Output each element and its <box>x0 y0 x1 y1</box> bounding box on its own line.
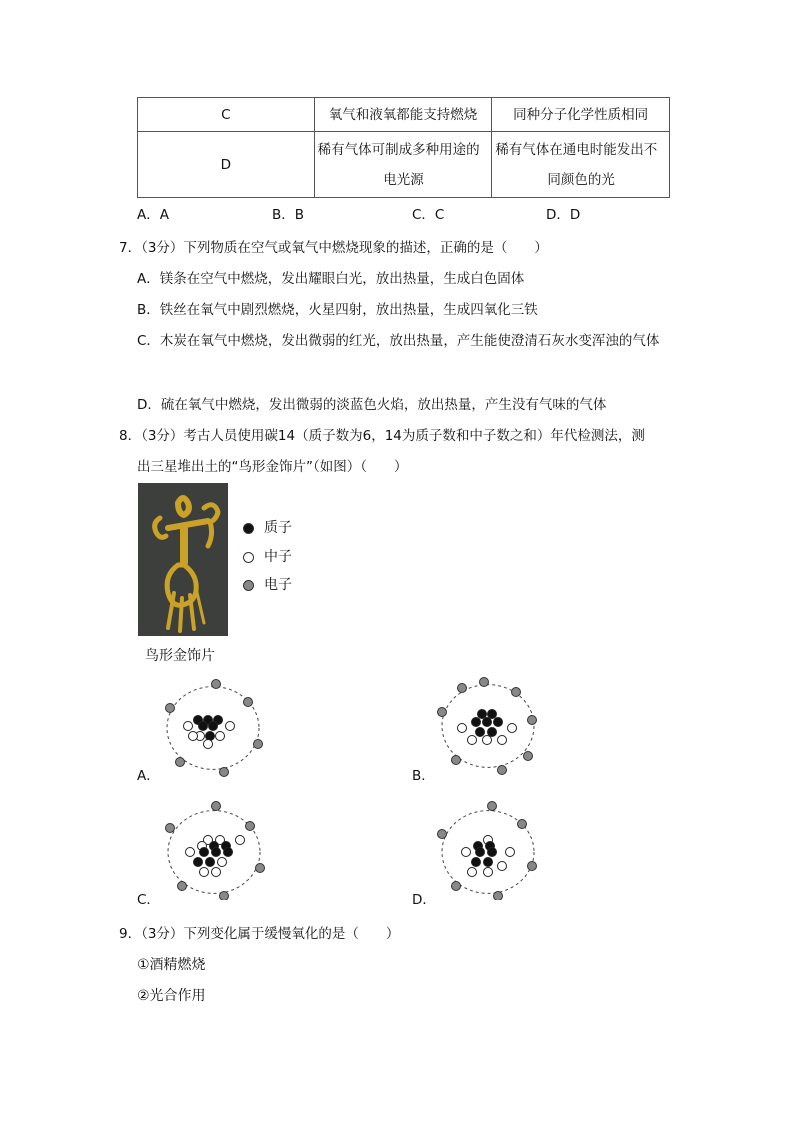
neutron-dot <box>184 722 193 731</box>
neutron-dot <box>216 732 225 741</box>
electron-dot <box>528 716 537 725</box>
neutron-dot <box>212 868 221 877</box>
atom-diagram-d[interactable] <box>432 800 542 900</box>
q9-item-1[interactable]: ①酒精燃烧 <box>137 957 206 973</box>
fact-line-2: 电光源 <box>383 171 424 188</box>
electron-dot <box>166 824 175 833</box>
gold-figure-icon <box>138 483 228 636</box>
electron-dot <box>176 758 185 767</box>
proton-dot <box>488 728 497 737</box>
bird-gold-ornament-image <box>138 483 228 636</box>
q7-stem: 7．（3分）下列物质在空气或氧气中燃烧现象的描述，正确的是（ ） <box>119 240 548 256</box>
neutron-dot <box>218 858 227 867</box>
q7-option-a[interactable]: A．镁条在空气中燃烧，发出耀眼白光，放出热量，生成白色固体 <box>137 271 525 287</box>
electron-dot <box>494 892 503 901</box>
proton-dot <box>472 718 481 727</box>
image-caption: 鸟形金饰片 <box>145 648 215 664</box>
proton-dot <box>483 718 492 727</box>
choice-a[interactable]: A．A <box>137 207 169 223</box>
neutron-dot <box>506 848 515 857</box>
option-label-c[interactable]: C． <box>137 892 160 908</box>
proton-dot <box>476 728 485 737</box>
neutron-dot <box>186 848 195 857</box>
legend-proton-label: 质子 <box>264 520 292 536</box>
electron-dot <box>220 768 229 777</box>
explain-line-2: 同颜色的光 <box>547 171 615 188</box>
table-row <box>138 132 670 198</box>
electron-dot <box>244 698 253 707</box>
proton-dot <box>478 710 487 719</box>
q7-option-d[interactable]: D．硫在氧气中燃烧，发出微弱的淡蓝色火焰，放出热量，产生没有气味的气体 <box>137 397 607 413</box>
neutron-dot <box>204 740 213 749</box>
electron-dot <box>524 752 533 761</box>
proton-dot <box>206 858 215 867</box>
q9-item-2[interactable]: ②光合作用 <box>137 988 206 1004</box>
neutron-dot <box>462 848 471 857</box>
electron-dot <box>488 802 497 811</box>
atom-diagram-c[interactable] <box>158 800 268 900</box>
legend-neutron-label: 中子 <box>264 549 292 565</box>
neutron-dot <box>468 868 477 877</box>
fact-line-1: 稀有气体可制成多种用途的 <box>317 141 480 158</box>
option-label-d[interactable]: D． <box>412 892 436 908</box>
electron-dot <box>254 740 263 749</box>
legend-neutron <box>243 546 292 566</box>
proton-dot <box>200 848 209 857</box>
electron-dot <box>246 822 255 831</box>
q9-stem: 9．（3分）下列变化属于缓慢氧化的是（ ） <box>119 926 400 942</box>
electron-dot <box>220 892 229 901</box>
q7-option-c[interactable]: C．木炭在氧气中燃烧，发出微弱的红光，放出热量，产生能使澄清石灰水变浑浊的气体 <box>137 333 660 349</box>
proton-dot <box>476 848 485 857</box>
electron-dot <box>166 704 175 713</box>
neutron-dot-icon <box>243 552 254 563</box>
q7-option-b[interactable]: B．铁丝在氧气中剧烈燃烧，火星四射，放出热量，生成四氧化三铁 <box>137 302 538 318</box>
table-cell-explain <box>492 132 670 198</box>
explain-line-1: 稀有气体在通电时能发出不 <box>495 141 658 158</box>
legend-proton <box>243 517 292 537</box>
proton-dot <box>472 858 481 867</box>
electron-dot <box>452 756 461 765</box>
choice-c[interactable]: C．C <box>412 207 445 223</box>
table-cell-fact <box>314 132 492 198</box>
electron-dot <box>528 862 537 871</box>
electron-dot <box>518 820 527 829</box>
proton-dot <box>224 848 233 857</box>
choice-b[interactable]: B．B <box>272 207 305 223</box>
neutron-dot <box>458 724 467 733</box>
electron-dot <box>212 802 221 811</box>
proton-dot <box>488 710 497 719</box>
neutron-dot <box>226 722 235 731</box>
atom-diagram-a[interactable] <box>158 678 268 778</box>
table-cell-label: D <box>138 132 315 198</box>
proton-dot <box>484 858 493 867</box>
table-cell-fact: 氧气和液氧都能支持燃烧 <box>314 98 492 132</box>
legend-electron-label: 电子 <box>264 577 292 593</box>
neutron-dot <box>189 732 198 741</box>
electron-dot <box>480 678 489 687</box>
q8-stem-line2: 出三星堆出土的“鸟形金饰片”（如图）（ ） <box>137 459 408 475</box>
atom-diagram-b[interactable] <box>432 676 542 776</box>
electron-dot <box>256 864 265 873</box>
electron-dot-icon <box>243 580 254 591</box>
option-label-b[interactable]: B． <box>412 768 435 784</box>
neutron-dot <box>498 736 507 745</box>
neutron-dot <box>498 862 507 871</box>
proton-dot <box>209 722 218 731</box>
electron-dot <box>438 830 447 839</box>
proton-dot <box>199 722 208 731</box>
electron-dot <box>452 882 461 891</box>
option-label-a[interactable]: A． <box>137 768 160 784</box>
proton-dot <box>494 718 503 727</box>
neutron-dot <box>508 724 517 733</box>
table-cell-label: C <box>138 98 315 132</box>
electron-dot <box>458 684 467 693</box>
table-cell-explain: 同种分子化学性质相同 <box>492 98 670 132</box>
proton-dot <box>212 848 221 857</box>
electron-dot <box>178 882 187 891</box>
proton-dot <box>194 858 203 867</box>
neutron-dot <box>468 736 477 745</box>
neutron-dot <box>483 736 492 745</box>
proton-dot <box>488 848 497 857</box>
electron-dot <box>498 766 507 775</box>
table-row <box>138 98 670 132</box>
neutron-dot <box>236 836 245 845</box>
choice-d[interactable]: D．D <box>546 207 581 223</box>
legend-electron <box>243 574 292 594</box>
neutron-dot <box>200 868 209 877</box>
option-table <box>137 97 670 198</box>
electron-dot <box>212 680 221 689</box>
electron-dot <box>438 708 447 717</box>
electron-dot <box>512 688 521 697</box>
neutron-dot <box>484 868 493 877</box>
q8-stem-line1: 8．（3分）考古人员使用碳14（质子数为6，14为质子数和中子数之和）年代检测法，测 <box>119 428 645 444</box>
proton-dot-icon <box>243 523 254 534</box>
